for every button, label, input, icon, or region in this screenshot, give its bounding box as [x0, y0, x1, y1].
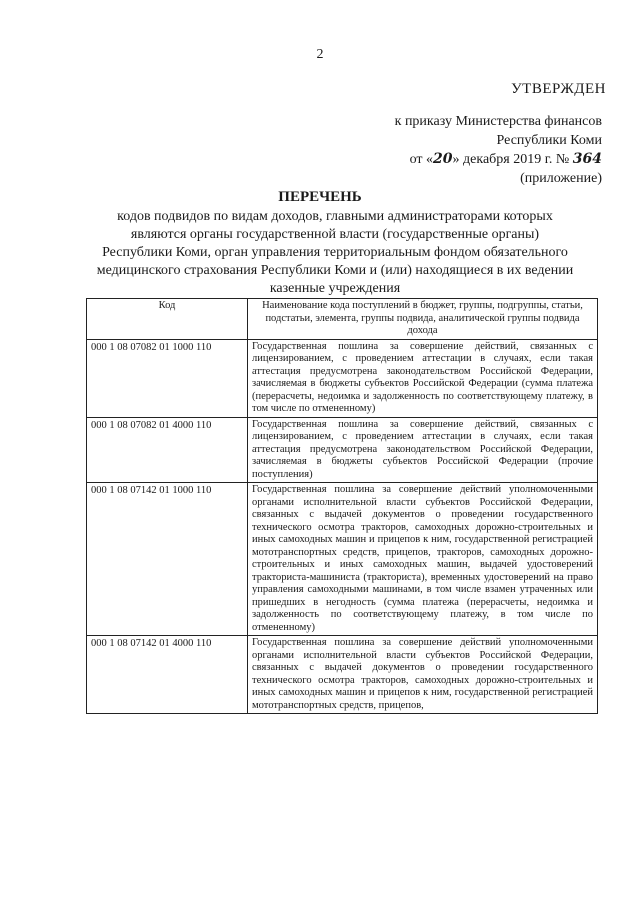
row-code: 000 1 08 07082 01 1000 110	[87, 339, 248, 417]
row-code: 000 1 08 07142 01 4000 110	[87, 636, 248, 714]
row-name: Государственная пошлина за совершение действий уполномоченными органами исполнительной власти субъектов Российской Федерации, связанных с выдачей документов о проведении государственного технического осмотра тракторов, самоходных дорожно-строительных и иных самоходных машин и прицепов к ним, государственной регистрацией мототранспортных средств, прицепов, тракторов, самоходных дорожно-строительных и иных самоходных машин, выдачей удостоверений тракториста-машиниста (тракториста), временных удостоверений на право управления самоходными машинами, в том числе взамен утраченных или пришедших в негодность (сумма платежа (перерасчеты, недоимка и задолженность по соответствующему платежу, в том числе по отмененному)	[248, 483, 598, 636]
appendix-note: (приложение)	[520, 171, 602, 186]
order-number: 364	[572, 151, 602, 167]
header-name: Наименование кода поступлений в бюджет, группы, подгруппы, статьи, подстатьи, элемента, группы подвида, аналитической группы подвида дохода	[248, 299, 598, 340]
appendix-block	[395, 112, 602, 188]
approved-stamp-label: УТВЕРЖДЕН	[511, 81, 606, 97]
row-name: Государственная пошлина за совершение действий уполномоченными органами исполнительной власти субъектов Российской Федерации, связанных с выдачей документов о проведении государственного технического осмотра тракторов, самоходных дорожно-строительных и иных самоходных машин и прицепов к ним, государственной регистрацией мототранспортных средств, прицепов,	[248, 636, 598, 714]
table-row	[87, 339, 598, 417]
date-day: 20	[433, 151, 453, 167]
appendix-line-1: к приказу Министерства финансов	[394, 114, 602, 129]
appendix-date-line	[395, 150, 602, 169]
table-row	[87, 417, 598, 483]
date-suffix: » декабря 2019 г. №	[452, 152, 570, 167]
table-row	[87, 636, 598, 714]
table-header-row	[87, 299, 598, 340]
table-row	[87, 483, 598, 636]
row-code: 000 1 08 07082 01 4000 110	[87, 417, 248, 483]
date-prefix: от «	[409, 152, 434, 167]
row-code: 000 1 08 07142 01 1000 110	[87, 483, 248, 636]
page-number: 2	[316, 47, 324, 62]
appendix-line-2: Республики Коми	[496, 133, 602, 148]
row-name: Государственная пошлина за совершение действий, связанных с лицензированием, с проведением аттестации в случаях, если такая аттестация предусмотрена законодательством Российской Федерации, зачисляемая в бюджеты субъектов Российской Федерации (сумма платежа (перерасчеты, недоимка и задолженность по соответствующему платежу, в том числе по отмененному)	[248, 339, 598, 417]
header-code: Код	[87, 299, 248, 340]
document-subtitle: кодов подвидов по видам доходов, главными администраторами которых являются органы государственной власти (государственные органы) Республики Коми, орган управления территориальным фондом обязательного медицинского страхования Республики Коми и (или) находящиеся в их ведении казенные учреждения	[96, 209, 574, 296]
income-codes-table	[86, 298, 598, 714]
row-name: Государственная пошлина за совершение действий, связанных с лицензированием, с проведением аттестации в случаях, если такая аттестация предусмотрена законодательством Российской Федерации, зачисляемая в бюджеты субъектов Российской Федерации (прочие поступления)	[248, 417, 598, 483]
document-title: ПЕРЕЧЕНЬ	[278, 189, 362, 205]
